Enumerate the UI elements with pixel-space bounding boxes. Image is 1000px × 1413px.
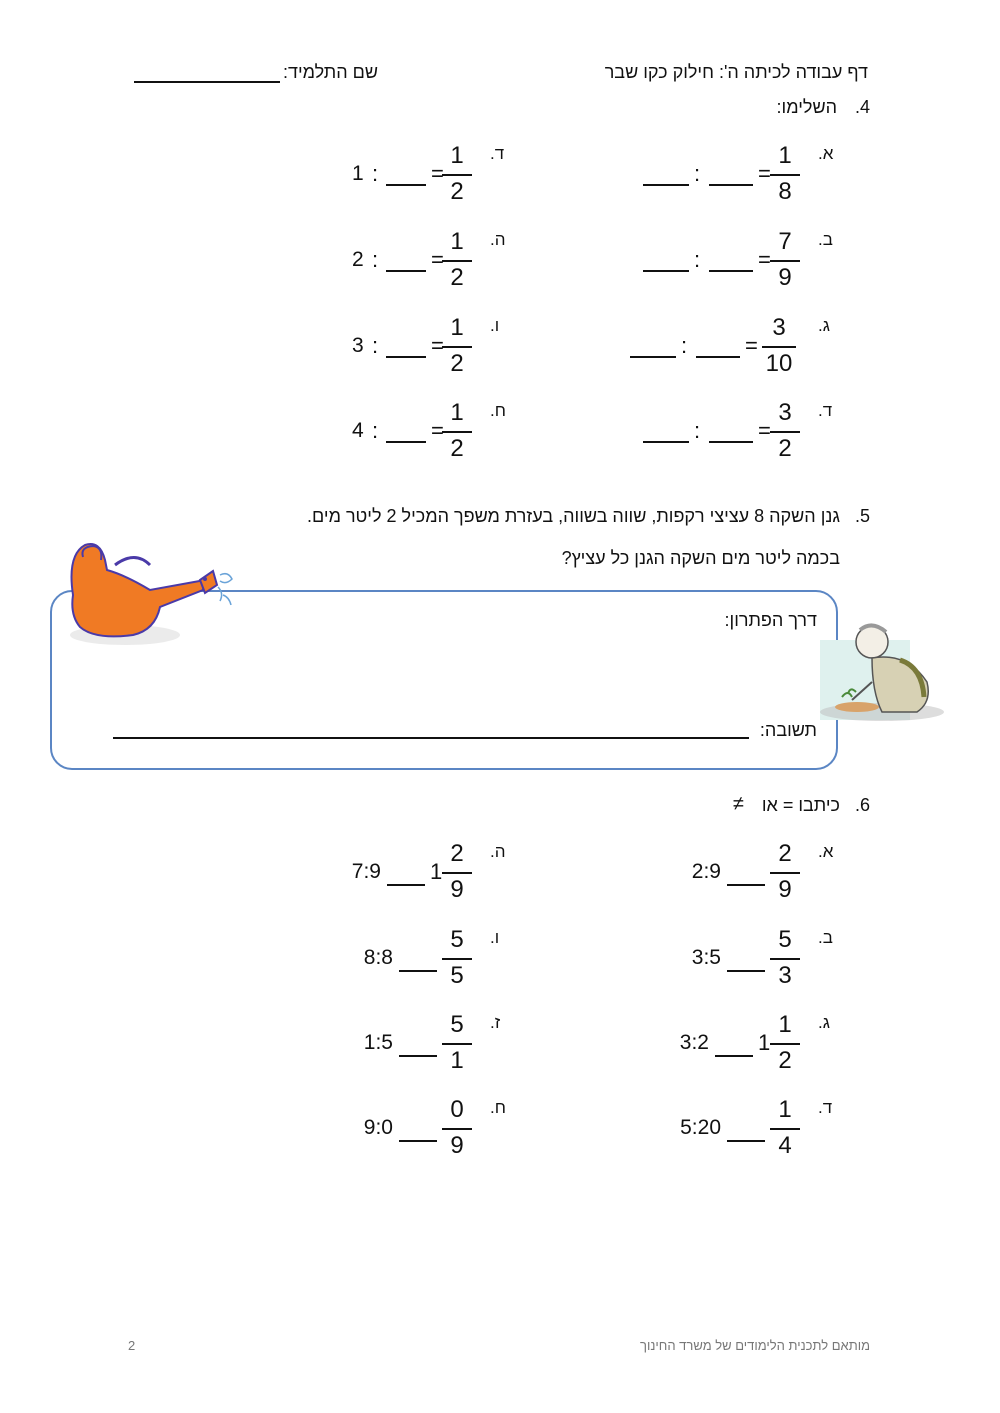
q4-fraction-bar bbox=[762, 346, 796, 348]
q4-fraction-bar bbox=[442, 260, 472, 262]
answer-blank[interactable] bbox=[386, 270, 426, 272]
page-number: 2 bbox=[128, 1338, 136, 1353]
q6-fraction-bar bbox=[770, 872, 800, 874]
q4-fraction-numerator: 3 bbox=[778, 399, 792, 426]
q6-fraction-denominator: 5 bbox=[450, 962, 464, 989]
divisor-value: 1 bbox=[352, 162, 364, 185]
colon-sign: : bbox=[694, 161, 701, 186]
q6-instruction: כיתבו = או bbox=[761, 795, 840, 815]
division-expression: 5:20 bbox=[680, 1116, 721, 1139]
student-name-field[interactable] bbox=[134, 81, 280, 83]
q4-fraction-denominator: 2 bbox=[450, 178, 464, 205]
colon-sign: : bbox=[694, 418, 701, 443]
q6-fraction-numerator: 2 bbox=[450, 840, 464, 867]
q4-fraction-bar bbox=[442, 174, 472, 176]
whole-number: 1 bbox=[758, 1030, 771, 1055]
equals-sign: = bbox=[745, 333, 758, 358]
answer-blank[interactable] bbox=[709, 184, 753, 186]
q5-problem-text: גנן השקה 8 עציצי רקפות, שווה בשווה, בעזרת משפך המכיל 2 ליטר מים. bbox=[307, 506, 840, 526]
answer-blank[interactable] bbox=[709, 270, 753, 272]
q4-row-mark: א. bbox=[818, 144, 834, 163]
whole-number: 1 bbox=[430, 859, 443, 884]
division-expression: 7:9 bbox=[351, 860, 381, 883]
q4-fraction bbox=[442, 401, 472, 463]
q6-fraction-denominator: 9 bbox=[778, 876, 792, 903]
q4-fraction-bar bbox=[442, 431, 472, 433]
watering-can-icon bbox=[55, 535, 240, 650]
q4-number: 4. bbox=[854, 97, 870, 117]
q4-fraction bbox=[442, 316, 472, 378]
worksheet-title: דף עבודה לכיתה ה': חילוק כקו שבר bbox=[604, 62, 868, 82]
q6-fraction-numerator: 0 bbox=[450, 1096, 464, 1123]
q6-row-mark: א. bbox=[818, 842, 834, 861]
compare-blank[interactable] bbox=[727, 1140, 765, 1142]
gardener-icon bbox=[812, 612, 947, 727]
q4-fraction-numerator: 7 bbox=[778, 228, 792, 255]
colon-sign: : bbox=[372, 418, 379, 443]
division-expression: 3:5 bbox=[691, 946, 721, 969]
q4-fraction bbox=[770, 230, 800, 292]
compare-blank[interactable] bbox=[399, 970, 437, 972]
q6-fraction-numerator: 5 bbox=[450, 926, 464, 953]
division-expression: 1:5 bbox=[363, 1031, 393, 1054]
colon-sign: : bbox=[681, 333, 688, 358]
answer-blank[interactable] bbox=[386, 441, 426, 443]
divisor-value: 4 bbox=[352, 419, 364, 442]
q6-fraction-denominator: 4 bbox=[778, 1132, 792, 1159]
q4-fraction bbox=[770, 401, 800, 463]
q6-number: 6. bbox=[854, 795, 870, 815]
q6-fraction-numerator: 2 bbox=[778, 840, 792, 867]
q6-row-mark: ג. bbox=[818, 1013, 830, 1032]
q6-row-mark: ז. bbox=[490, 1013, 501, 1032]
division-expression: 3:2 bbox=[679, 1031, 709, 1054]
q6-fraction-denominator: 1 bbox=[450, 1047, 464, 1074]
answer-field[interactable] bbox=[113, 737, 749, 739]
q4-fraction-denominator: 10 bbox=[765, 350, 793, 377]
q6-fraction-denominator: 3 bbox=[778, 962, 792, 989]
q6-fraction-numerator: 5 bbox=[450, 1011, 464, 1038]
divisor-value: 3 bbox=[352, 334, 364, 357]
q6-fraction-bar bbox=[442, 1043, 472, 1045]
q6-fraction-bar bbox=[442, 1128, 472, 1130]
q6-fraction bbox=[770, 928, 800, 990]
q4-fraction-numerator: 1 bbox=[778, 142, 792, 169]
q6-fraction bbox=[770, 1013, 800, 1075]
q4-row-mark: ד. bbox=[818, 401, 833, 420]
q6-row-mark: ו. bbox=[490, 928, 500, 947]
q4-fraction-numerator: 1 bbox=[450, 142, 464, 169]
answer-blank[interactable] bbox=[386, 356, 426, 358]
colon-sign: : bbox=[372, 161, 379, 186]
answer-blank[interactable] bbox=[630, 356, 676, 358]
q6-fraction-bar bbox=[770, 958, 800, 960]
q4-row-mark: ב. bbox=[818, 230, 833, 249]
compare-blank[interactable] bbox=[399, 1140, 437, 1142]
q4-fraction-denominator: 8 bbox=[778, 178, 792, 205]
q4-fraction-denominator: 2 bbox=[450, 264, 464, 291]
compare-blank[interactable] bbox=[727, 884, 765, 886]
q4-fraction bbox=[762, 316, 796, 378]
q4-fraction-denominator: 2 bbox=[450, 435, 464, 462]
q6-fraction bbox=[442, 842, 472, 904]
q6-fraction-numerator: 1 bbox=[778, 1096, 792, 1123]
q6-fraction-denominator: 9 bbox=[450, 1132, 464, 1159]
equals-sign: = bbox=[431, 418, 444, 443]
student-name-label: שם התלמיד: bbox=[282, 62, 378, 82]
answer-label: תשובה: bbox=[759, 720, 817, 740]
q6-row-mark: ד. bbox=[818, 1098, 833, 1117]
answer-blank[interactable] bbox=[643, 270, 689, 272]
not-equal-symbol: ≠ bbox=[733, 793, 744, 815]
q5-question-text: בכמה ליטר מים השקה הגנן כל עציץ? bbox=[561, 548, 840, 568]
q6-row-mark: ה. bbox=[490, 842, 506, 861]
q6-row-mark: ב. bbox=[818, 928, 833, 947]
division-expression: 2:9 bbox=[691, 860, 721, 883]
colon-sign: : bbox=[694, 247, 701, 272]
q6-fraction-bar bbox=[442, 872, 472, 874]
q6-row-mark: ח. bbox=[490, 1098, 506, 1117]
q4-row-mark: ד. bbox=[490, 144, 505, 163]
compare-blank[interactable] bbox=[727, 970, 765, 972]
q4-fraction-denominator: 2 bbox=[778, 435, 792, 462]
answer-blank[interactable] bbox=[709, 441, 753, 443]
q4-instruction: השלימו: bbox=[776, 97, 837, 117]
q4-fraction-numerator: 1 bbox=[450, 314, 464, 341]
compare-blank[interactable] bbox=[399, 1055, 437, 1057]
division-expression: 9:0 bbox=[363, 1116, 393, 1139]
q4-fraction bbox=[770, 144, 800, 206]
q4-fraction-numerator: 1 bbox=[450, 228, 464, 255]
q4-fraction bbox=[442, 144, 472, 206]
q6-fraction bbox=[442, 1013, 472, 1075]
equals-sign: = bbox=[758, 418, 771, 443]
q4-row-mark: ו. bbox=[490, 316, 500, 335]
solution-label: דרך הפתרון: bbox=[724, 610, 817, 630]
q4-fraction bbox=[442, 230, 472, 292]
footer-text: מותאם לתכנית הלימודים של משרד החינוך bbox=[640, 1338, 870, 1353]
colon-sign: : bbox=[372, 333, 379, 358]
q4-fraction-denominator: 2 bbox=[450, 350, 464, 377]
q6-fraction bbox=[770, 1098, 800, 1160]
division-expression: 8:8 bbox=[363, 946, 393, 969]
compare-blank[interactable] bbox=[387, 884, 425, 886]
answer-blank[interactable] bbox=[386, 184, 426, 186]
q6-fraction bbox=[770, 842, 800, 904]
q4-row-mark: ג. bbox=[818, 316, 830, 335]
q6-fraction bbox=[442, 928, 472, 990]
equals-sign: = bbox=[758, 161, 771, 186]
q5-number: 5. bbox=[854, 506, 870, 526]
compare-blank[interactable] bbox=[715, 1055, 753, 1057]
q4-fraction-bar bbox=[770, 431, 800, 433]
equals-sign: = bbox=[431, 333, 444, 358]
answer-blank[interactable] bbox=[643, 441, 689, 443]
q4-row-mark: ה. bbox=[490, 230, 506, 249]
answer-blank[interactable] bbox=[643, 184, 689, 186]
equals-sign: = bbox=[431, 161, 444, 186]
q4-row-mark: ח. bbox=[490, 401, 506, 420]
q4-fraction-numerator: 1 bbox=[450, 399, 464, 426]
q4-fraction-denominator: 9 bbox=[778, 264, 792, 291]
q6-fraction-bar bbox=[770, 1128, 800, 1130]
q6-fraction-bar bbox=[770, 1043, 800, 1045]
q4-fraction-bar bbox=[770, 174, 800, 176]
answer-blank[interactable] bbox=[696, 356, 740, 358]
q6-fraction-numerator: 1 bbox=[778, 1011, 792, 1038]
equals-sign: = bbox=[758, 247, 771, 272]
colon-sign: : bbox=[372, 247, 379, 272]
q6-fraction-bar bbox=[442, 958, 472, 960]
q6-fraction-denominator: 2 bbox=[778, 1047, 792, 1074]
q4-fraction-numerator: 3 bbox=[772, 314, 786, 341]
equals-sign: = bbox=[431, 247, 444, 272]
divisor-value: 2 bbox=[352, 248, 364, 271]
q6-fraction-denominator: 9 bbox=[450, 876, 464, 903]
q4-fraction-bar bbox=[442, 346, 472, 348]
q6-fraction bbox=[442, 1098, 472, 1160]
q4-fraction-bar bbox=[770, 260, 800, 262]
q6-fraction-numerator: 5 bbox=[778, 926, 792, 953]
